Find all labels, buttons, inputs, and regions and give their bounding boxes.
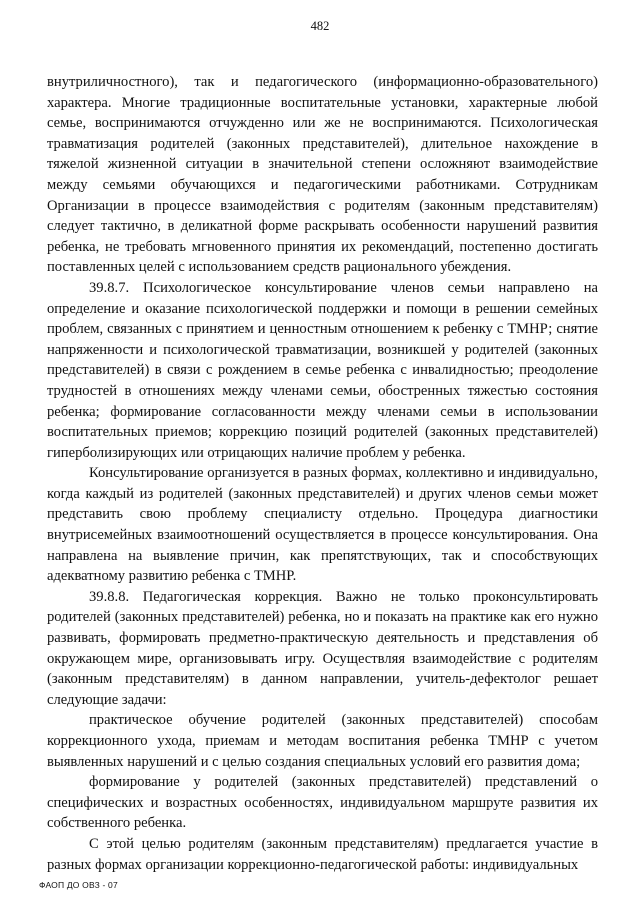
paragraph-3: Консультирование организуется в разных формах, коллективно и индивидуально, когда каждый из родителей (законных представителей) и других членов семьи может представить свою проблему специалисту отдельно. Процедура диагностики внутрисемейных взаимоотношений осуществляется в процессе консультирования. Она направлена на выявление причин, как препятствующих, так и способствующих адекватному развитию ребенка с ТМНР. — [47, 465, 598, 585]
paragraph-7: С этой целью родителям (законным представителям) предлагается участие в разных формах организации коррекционно-педагогической работы: индивидуальных — [47, 835, 598, 873]
paragraph-4: 39.8.8. Педагогическая коррекция. Важно не только проконсультировать родителей (законных представителей) ребенка, но и показать на практике как его нужно развивать, формировать предметно-практическую деятельность и представления об окружающем мире, организовывать игру. Осуществляя взаимодействие с родителям (законным представителям) в данном направлении, учитель-дефектолог решает следующие задачи: — [47, 588, 598, 708]
page-number: 482 — [310, 19, 330, 33]
paragraph-2: 39.8.7. Психологическое консультирование членов семьи направлено на определение и оказание психологической поддержки и помощи в решении семейных проблем, связанных с принятием и ценностным отношением к ребенку с ТМНР; снятие напряженности и психологической травматизации, возникшей у родителей (законных представителей) в связи с рождением в семье ребенка с инвалидностью; преодоление трудностей в отношениях между членами семьи, обостренных тяжестью состояния ребенка; формирование согласованности между членами семьи в использовании воспитательных приемов; коррекцию позиций родителей (законных представителей) гиперболизирующих или отрицающих наличие проблем у ребенка. — [47, 279, 598, 461]
paragraph-1: внутриличностного), так и педагогического (информационно-образовательного) характера. Многие традиционные воспитательные установки, характерные любой семье, воспринимаются отчужденно или же не воспринимаются. Психологическая травматизация родителей (законных представителей), длительное нахождение в тяжелой жизненной ситуации в значительной степени осложняют взаимодействие между семьями обучающихся и педагогическими работниками. Сотрудникам Организации в процессе взаимодействия с родителям (законным представителям) следует тактично, в деликатной форме раскрывать особенности нарушений развития ребенка, не требовать мгновенного принятия их рекомендаций, постепенно достигать поставленных целей с использованием средств рационального убеждения. — [47, 74, 598, 276]
paragraph-5: практическое обучение родителей (законных представителей) способам коррекционного ухода, приемам и методам воспитания ребенка ТМНР с учетом выявленных нарушений и с целью создания специальных условий его развития дома; — [47, 712, 598, 770]
document-body — [47, 72, 598, 875]
document-footer: ФАОП ДО ОВЗ - 07 — [39, 880, 118, 890]
paragraph-6: формирование у родителей (законных представителей) представлений о специфических и возрастных особенностях, индивидуальном маршруте развития их собственного ребенка. — [47, 774, 598, 832]
